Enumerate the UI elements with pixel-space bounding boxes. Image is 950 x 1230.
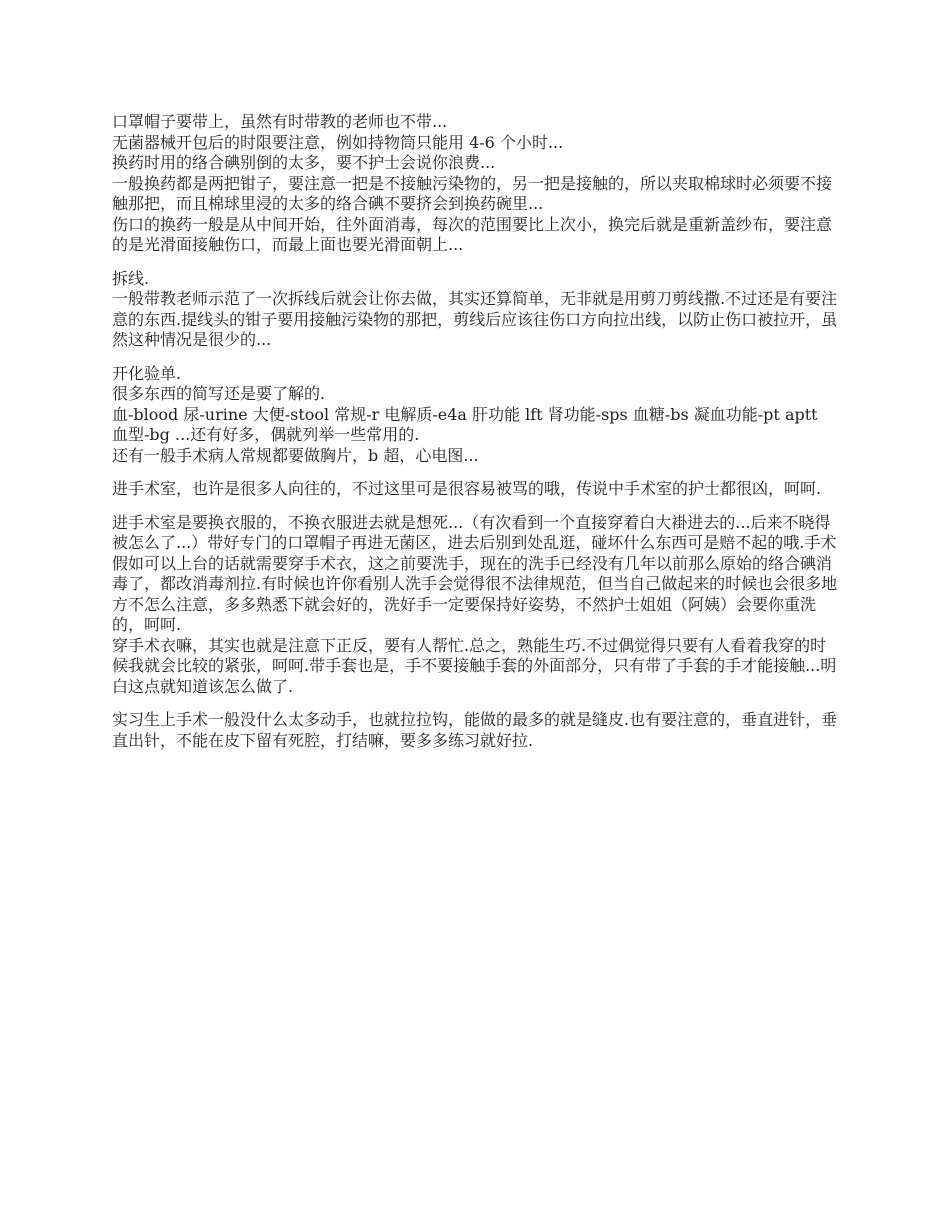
paragraph-dressing-change — [112, 112, 840, 256]
text-line: 一般换药都是两把钳子，要注意一把是不接触污染物的，另一把是接触的，所以夹取棉球时必须要不接触那把，而且棉球里浸的太多的络合碘不要挤会到换药碗里... — [112, 173, 833, 213]
paragraph-suture-removal — [112, 269, 840, 351]
text-line: 无菌器械开包后的时限要注意，例如持物筒只能用 4-6 个小时... — [112, 132, 564, 152]
text-line: 一般带教老师示范了一次拆线后就会让你去做，其实还算简单，无非就是用剪刀剪线撒.不过还是有要注意的东西.提线头的钳子要用接触污染物的那把，剪线后应该往伤口方向拉出线，以防止伤口被拉开，虽然这种情况是很少的... — [112, 289, 838, 349]
section-heading: 开化验单. — [112, 363, 182, 383]
text-line: 血-blood 尿-urine 大便-stool 常规-r 电解质-e4a 肝功能 lft 肾功能-sps 血糖-bs 凝血功能-pt aptt — [112, 404, 818, 424]
text-line: 很多东西的简写还是要了解的. — [112, 384, 326, 403]
section-heading: 拆线. — [112, 268, 150, 288]
text-line: 还有一般手术病人常规都要做胸片，b 超，心电图... — [112, 445, 479, 465]
text-line: 进手术室，也许是很多人向往的，不过这里可是很容易被骂的哦，传说中手术室的护士都很凶，呵呵. — [112, 479, 822, 498]
paragraph-lab-orders — [112, 364, 840, 467]
text-line: 实习生上手术一般没什么太多动手，也就拉拉钩，能做的最多的就是缝皮.也有要注意的，垂直进针，垂直出针，不能在皮下留有死腔，打结嘛，要多多练习就好拉. — [112, 710, 838, 750]
paragraph-operating-room-procedure — [112, 513, 840, 698]
text-line: 换药时用的络合碘别倒的太多，要不护士会说你浪费... — [112, 153, 496, 172]
text-line: 进手术室是要换衣服的，不换衣服进去就是想死...（有次看到一个直接穿着白大褂进去的...后来不晓得被怎么了...）带好专门的口罩帽子再进无菌区，进去后别到处乱逛，碰坏什么东西可是赔不起的哦.手术假如可以上台的话就需要穿手术衣，这之前要洗手，现在的洗手已经没有几年以前那么原始的络合碘消毒了，都改消毒剂拉.有时候也许你看别人洗手会觉得很不法律规范，但当自己做起来的时候也会很多地方不怎么注意，多多熟悉下就会好的，洗好手一定要保持好姿势，不然护士姐姐（阿姨）会要你重洗的，呵呵. — [112, 512, 838, 634]
paragraph-operating-room-intro — [112, 479, 840, 500]
text-line: 穿手术衣嘛，其实也就是注意下正反，要有人帮忙.总之，熟能生巧.不过偶觉得只要有人看着我穿的时候我就会比较的紧张，呵呵.带手套也是，手不要接触手套的外面部分，只有带了手套的手才能接触...明白这点就知道该怎么做了. — [112, 635, 837, 696]
text-line: 伤口的换药一般是从中间开始，往外面消毒，每次的范围要比上次小，换完后就是重新盖纱布，要注意的是光滑面接触伤口，而最上面也要光滑面朝上... — [112, 214, 833, 254]
document-page — [112, 112, 840, 764]
text-line: 血型-bg ...还有好多，偶就列举一些常用的. — [112, 425, 420, 444]
paragraph-intern-surgery — [112, 710, 840, 751]
text-line: 口罩帽子要带上，虽然有时带教的老师也不带... — [112, 112, 448, 131]
